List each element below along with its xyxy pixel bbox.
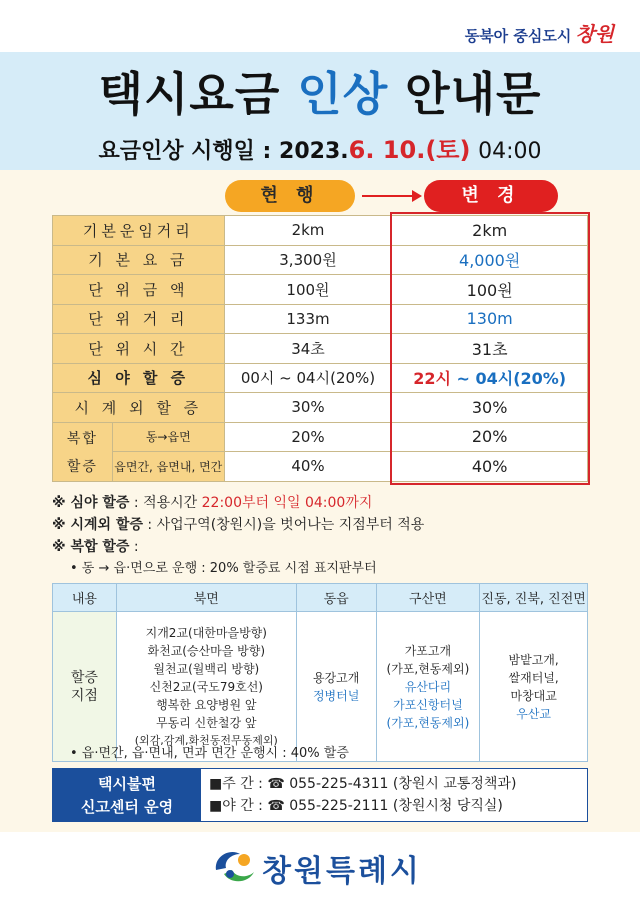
- table-row: 단 위 시 간 34초 31초: [53, 334, 588, 364]
- changwon-logo-icon: [210, 844, 260, 888]
- day-contact: ■주 간 : ☎ 055-225-4311 (창원시 교통정책과): [209, 776, 517, 792]
- table-row: 기 본 요 금 3,300원 4,000원: [53, 245, 588, 275]
- page-title: 택시요금 인상 안내문: [98, 67, 542, 121]
- table-row: 기본운임거리 2km 2km: [53, 216, 588, 246]
- city-slogan: 동북아 중심도시 창원: [464, 22, 614, 46]
- arrow-right-icon: [362, 195, 414, 197]
- surcharge-notes: ※ 심야 할증 : 적용시간 22:00부터 익일 04:00까지 ※ 시계외 할증 : 사업구역(창원시)을 벗어나는 지점부터 적용 ※ 복합 할증 : • 동 → 읍·면으로 운행 : 20% 할증료 시점 표지판부터: [52, 495, 425, 576]
- table-row: 복합 할증 동→읍면 20% 20%: [53, 422, 588, 452]
- slogan-script: 창원: [575, 22, 614, 46]
- title-highlight: 인상: [297, 67, 389, 121]
- table-row: 할증 지점 지개2교(대한마을방향) 화천교(승산마을 방향) 월천교(월백리 방향) 신천2교(국도79호선) 행복한 요양병원 앞 무동리 신한철강 앞 (외감,감계,화천동전무동제외) 용강고개 정병터널 가포고개 (가포,현동제외) 유산다리 가포신항터널 (가포,현동제외) 밤밭고개, 쌀재터널, 마창대교 우산교: [53, 612, 588, 762]
- city-name: 창원특례시: [262, 854, 422, 889]
- combined-surcharge-note: • 읍·면간, 읍·면내, 면과 면간 운행시 : 40% 할증: [70, 746, 349, 761]
- table-row: 단 위 거 리 133m 130m: [53, 304, 588, 334]
- surcharge-points-table: [52, 583, 588, 762]
- table-row: 시 계 외 할 증 30% 30%: [53, 393, 588, 423]
- fare-table: [52, 215, 588, 482]
- date-highlight: 6. 10.(토): [348, 136, 471, 164]
- changed-column-badge: 변 경: [424, 180, 558, 212]
- table-row: 읍면간, 읍면내, 면간 40% 40%: [53, 452, 588, 482]
- footer: [0, 832, 640, 904]
- report-center-title: 택시불편 신고센터 운영: [53, 769, 201, 821]
- table-header-row: 내용 북면 동읍 구산면 진동, 진북, 진전면: [53, 584, 588, 612]
- table-row: 단 위 금 액 100원 100원: [53, 275, 588, 305]
- night-contact: ■야 간 : ☎ 055-225-2111 (창원시청 당직실): [209, 798, 503, 814]
- report-center-box: [52, 768, 588, 822]
- effective-date: 요금인상 시행일 : 2023.6. 10.(토) 04:00: [98, 136, 542, 164]
- table-row: 심 야 할 증 00시 ~ 04시(20%) 22시 ~ 04시(20%): [53, 363, 588, 393]
- current-column-badge: 현 행: [225, 180, 355, 212]
